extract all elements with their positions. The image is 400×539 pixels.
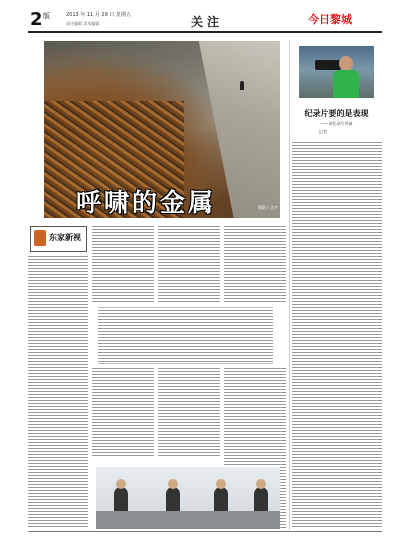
column-text-1 [28, 254, 88, 528]
person-head [256, 479, 266, 489]
column-text-5 [92, 366, 154, 458]
camera-icon [315, 60, 341, 70]
page-number: 2 [30, 9, 43, 30]
newspaper-logo: 今日黎城 [308, 13, 352, 26]
person-head [116, 479, 126, 489]
editor-line: 责任编辑 美术编辑 [66, 21, 100, 26]
sidebar-subtitle: ——访纪录片导演 [320, 121, 353, 126]
section-title: 关注 [190, 14, 223, 29]
bottom-rule [28, 531, 382, 532]
date-line: 2013 年 11 月 29 日 星期五 [66, 12, 131, 18]
feature-headline: 呼啸的金属 [76, 188, 217, 217]
meeting-photo [96, 467, 280, 529]
column-rule [289, 40, 290, 530]
page-suffix: 版 [43, 12, 50, 20]
column-text-2 [92, 224, 154, 304]
person-head [216, 479, 226, 489]
column-text-4 [224, 224, 286, 304]
hero-person [240, 81, 244, 90]
hero-caption: 摄影 / 文字 [258, 205, 278, 210]
column-text-6 [158, 366, 220, 458]
hero-photo [44, 41, 280, 218]
masthead-box [30, 226, 87, 252]
profile-shirt [333, 70, 359, 98]
masthead-name: 东家新视 [49, 232, 81, 242]
profile-head [339, 56, 353, 71]
column-text-3 [158, 224, 220, 304]
person [214, 487, 228, 513]
sidebar-author: 记者 [319, 129, 327, 134]
pull-quote [98, 307, 273, 364]
person [166, 487, 180, 513]
person [114, 487, 128, 513]
sidebar-body-text [292, 140, 382, 528]
profile-photo [299, 46, 374, 98]
person [254, 487, 268, 513]
meeting-table [96, 511, 280, 529]
masthead-icon [34, 230, 46, 246]
person-head [168, 479, 178, 489]
sidebar-title: 纪录片要的是表现 [304, 108, 369, 118]
header-rule [28, 31, 382, 33]
